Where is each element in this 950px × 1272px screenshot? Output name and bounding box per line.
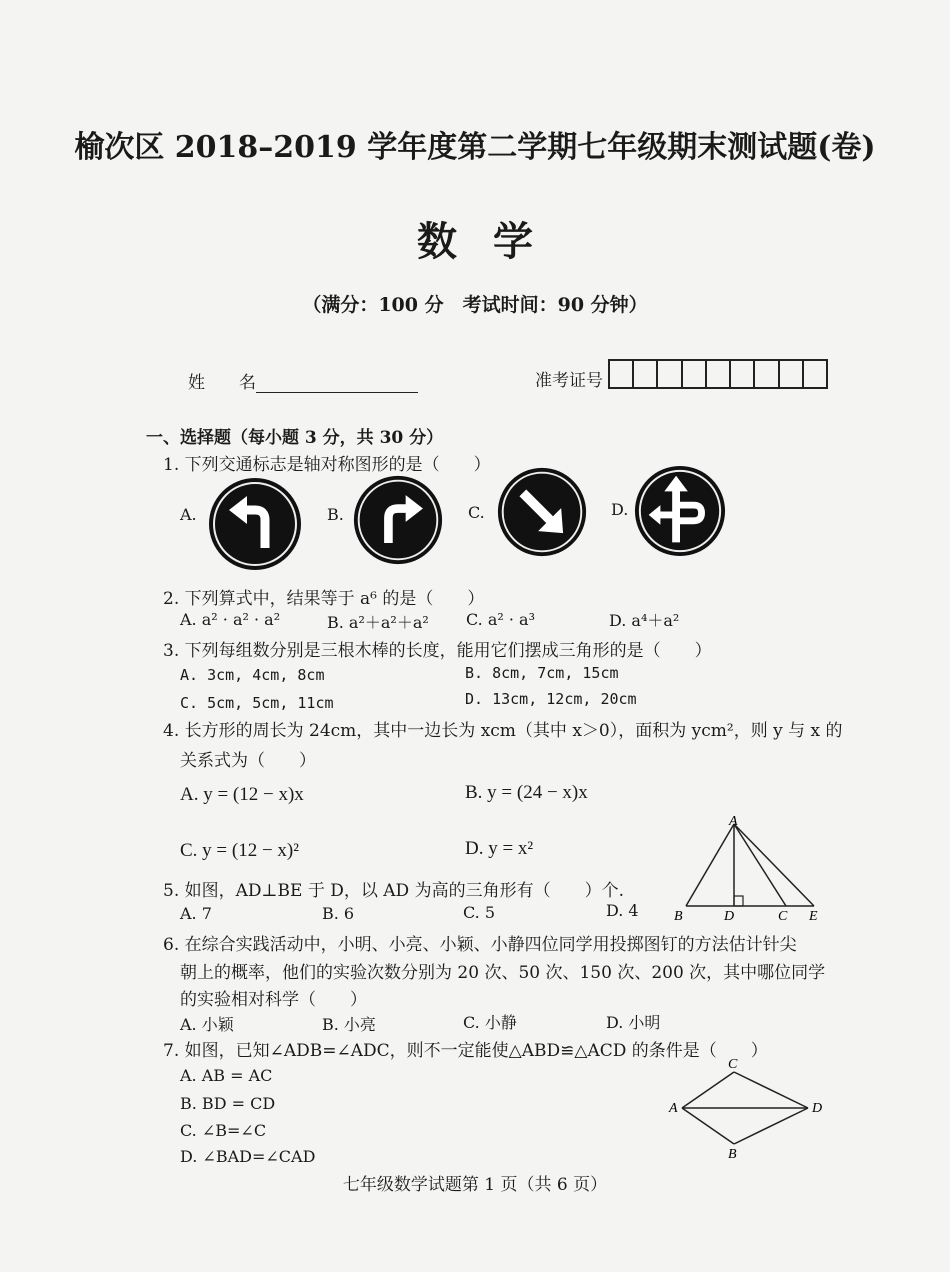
q1-label-d: D. xyxy=(611,500,629,519)
q6-option-b: B. 小亮 xyxy=(322,1015,376,1034)
turn-right-sign-icon xyxy=(352,474,444,566)
q3-option-a: A. 3cm, 4cm, 8cm xyxy=(180,666,325,684)
name-blank[interactable] xyxy=(256,374,418,393)
subject-title: 数学 xyxy=(417,218,569,265)
q2-option-d: D. a⁴＋a² xyxy=(609,611,680,630)
q7-option-b: B. BD = CD xyxy=(180,1094,276,1113)
label-a: A xyxy=(669,1101,678,1116)
q2-option-b: B. a²＋a²＋a² xyxy=(327,613,429,632)
q6-line3: 的实验相对科学（ ） xyxy=(180,990,367,1010)
turn-left-sign-icon xyxy=(207,476,303,572)
q2-option-c: C. a² · a³ xyxy=(466,610,536,629)
label-e: E xyxy=(809,909,818,922)
q1-label-c: C. xyxy=(468,503,485,522)
q6-option-a: A. 小颖 xyxy=(180,1015,234,1034)
q4-option-c: C. y = (12 − x)² xyxy=(180,840,299,861)
q5-option-c: C. 5 xyxy=(463,903,496,922)
page-footer: 七年级数学试题第 1 页（共 6 页） xyxy=(342,1175,608,1195)
segment-ba xyxy=(682,1108,734,1144)
q7-stem: 7. 如图，已知∠ADB=∠ADC，则不一定能使△ABD≌△ACD 的条件是（ ） xyxy=(163,1041,768,1061)
id-label: 准考证号 xyxy=(535,371,603,391)
label-c: C xyxy=(728,1057,738,1072)
q3-option-c: C. 5cm, 5cm, 11cm xyxy=(180,694,334,712)
straight-or-left-right-sign-icon xyxy=(633,464,727,558)
label-c: C xyxy=(778,909,788,922)
segment-ae xyxy=(734,824,814,906)
q1-stem: 1. 下列交通标志是轴对称图形的是（ ） xyxy=(163,455,491,475)
name-label: 姓 名 xyxy=(188,373,256,393)
q6-option-d: D. 小明 xyxy=(606,1013,661,1032)
q7-kite-figure xyxy=(664,1052,834,1162)
q4-stem-line1: 4. 长方形的周长为 24cm，其中一边长为 xcm（其中 x＞0），面积为 ycm²，则 y 与 x 的 xyxy=(163,721,843,741)
q1-label-b: B. xyxy=(327,505,344,524)
section-heading: 一、选择题（每小题 3 分，共 30 分） xyxy=(146,428,444,448)
q6-line1: 6. 在综合实践活动中，小明、小亮、小颖、小静四位同学用投掷图钉的方法估计针尖 xyxy=(163,935,797,955)
q5-option-b: B. 6 xyxy=(322,904,355,923)
q3-option-b: B. 8cm, 7cm, 15cm xyxy=(465,664,619,682)
right-angle-mark xyxy=(734,896,743,906)
q3-stem: 3. 下列每组数分别是三根木棒的长度，能用它们摆成三角形的是（ ） xyxy=(163,641,712,661)
q5-option-d: D. 4 xyxy=(606,901,639,920)
segment-ac xyxy=(682,1072,734,1108)
q1-label-a: A. xyxy=(180,505,197,524)
q4-option-b: B. y = (24 − x)x xyxy=(465,782,588,803)
q5-triangle-figure xyxy=(668,812,828,922)
q4-option-a: A. y = (12 − x)x xyxy=(180,784,304,805)
segment-ac xyxy=(734,824,786,906)
q4-stem-line2: 关系式为（ ） xyxy=(180,751,316,771)
q6-option-c: C. 小静 xyxy=(463,1013,517,1032)
diagonal-down-right-sign-icon xyxy=(496,466,588,558)
q7-option-a: A. AB = AC xyxy=(180,1066,273,1085)
segment-ab xyxy=(686,824,734,906)
exam-title: 榆次区 2018–2019 学年度第二学期七年级期末测试题(卷) xyxy=(74,130,876,165)
segment-db xyxy=(734,1108,808,1144)
name-field[interactable] xyxy=(188,368,418,393)
q2-option-a: A. a² · a² · a² xyxy=(180,610,281,629)
label-b: B xyxy=(728,1147,737,1162)
q3-option-d: D. 13cm, 12cm, 20cm xyxy=(465,690,637,708)
q5-option-a: A. 7 xyxy=(180,904,212,923)
label-a: A xyxy=(729,814,738,829)
q7-option-d: D. ∠BAD=∠CAD xyxy=(180,1147,316,1166)
q2-stem: 2. 下列算式中，结果等于 a⁶ 的是（ ） xyxy=(163,589,485,609)
label-d: D xyxy=(724,909,735,922)
label-d: D xyxy=(812,1101,823,1116)
q4-option-d: D. y = x² xyxy=(465,838,534,859)
q5-stem: 5. 如图，AD⊥BE 于 D，以 AD 为高的三角形有（ ）个. xyxy=(163,881,624,901)
q7-option-c: C. ∠B=∠C xyxy=(180,1121,267,1140)
exam-id-boxes[interactable] xyxy=(608,359,828,389)
score-time-info: （满分：100 分 考试时间：90 分钟） xyxy=(302,294,648,316)
segment-cd xyxy=(734,1072,808,1108)
q6-line2: 朝上的概率，他们的实验次数分别为 20 次、50 次、150 次、200 次，其中哪位同学 xyxy=(180,963,826,983)
label-b: B xyxy=(674,909,683,922)
